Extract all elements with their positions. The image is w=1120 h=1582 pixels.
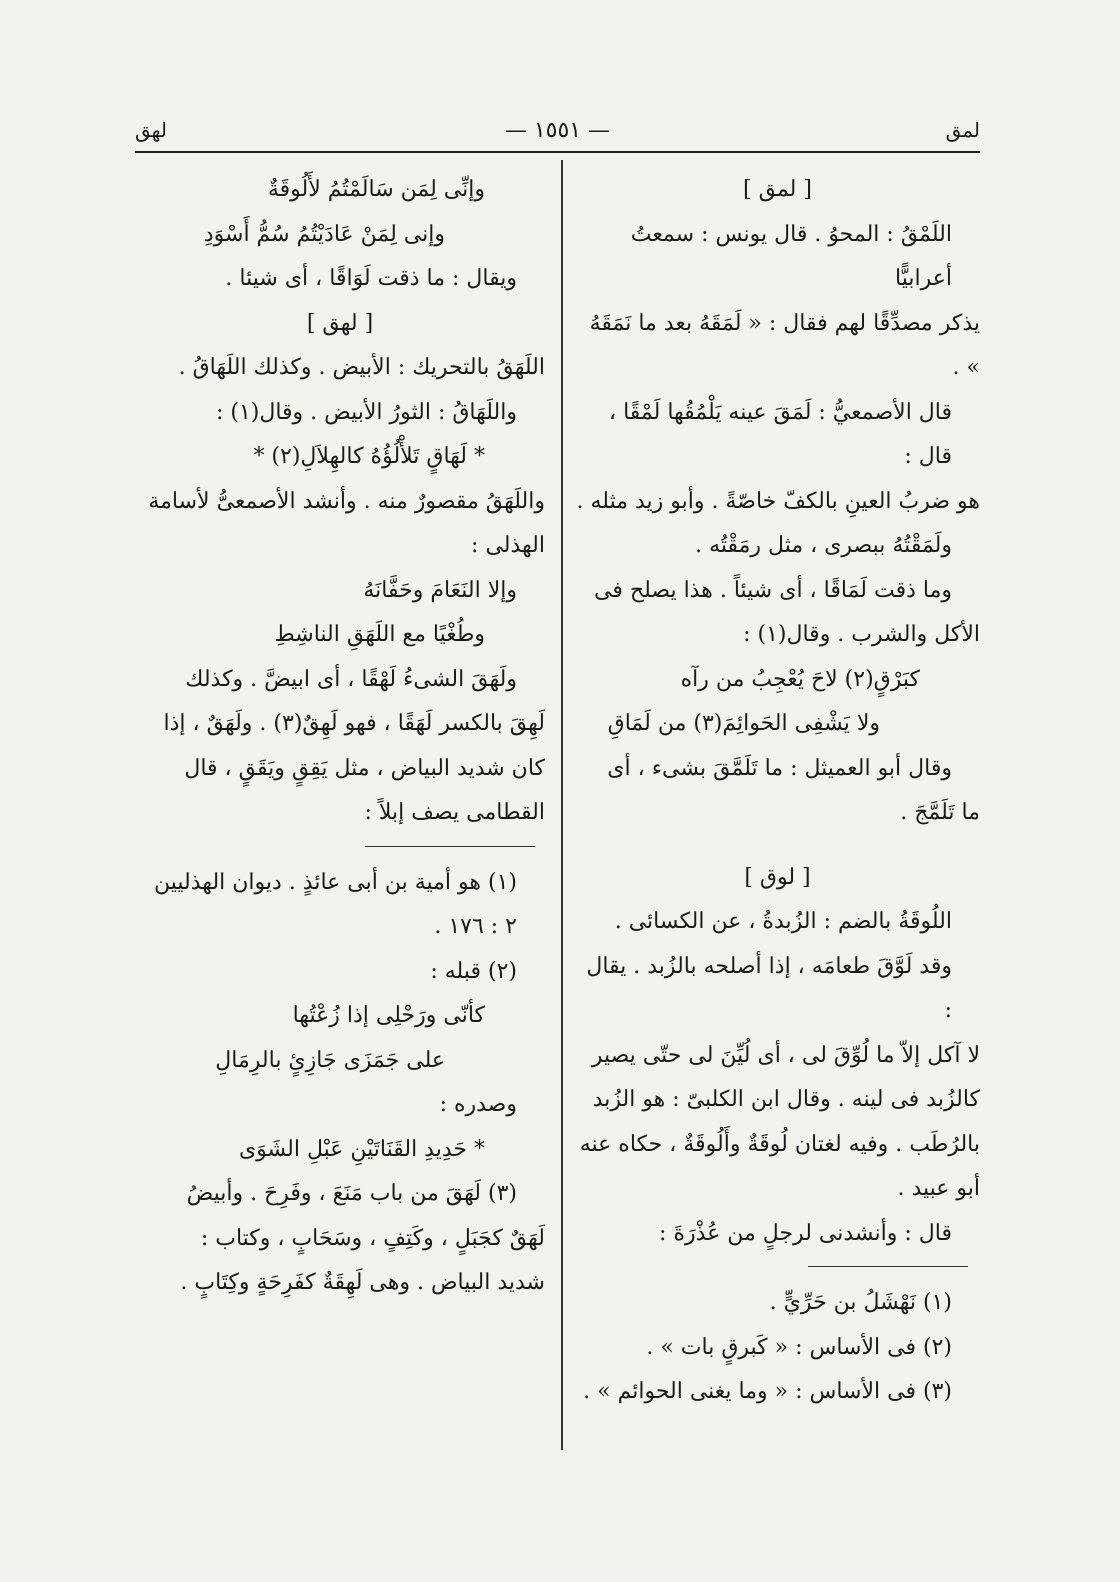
text-line: بالرُطَب . وفيه لغتان لُوقَةٌ وأَلُوقَةٌ ، حكاه عنه (579, 1131, 980, 1157)
spacer (575, 836, 980, 856)
text-line: ويقال : ما ذقت لَوَاقًا ، أى شيئا . (225, 266, 517, 291)
text-line: كان شديد البياض ، مثل يَقِقٍ ويَقَقٍ ، قال (184, 755, 545, 781)
text-line: ولَمَقْتُهُ ببصرى ، مثل رمَقْتُه . (695, 533, 952, 558)
footnote: (٣) لَهَقَ من باب مَنَعَ ، وفَرِحَ . وأبيضُ (186, 1181, 517, 1206)
footnote: وصدره : (439, 1092, 517, 1117)
text-line: الأكل والشرب . وقال(١) : (743, 622, 980, 647)
footnote-verse: * حَدِيدِ القَنَاتَيْنِ عَبْلِ الشَوَى (238, 1136, 485, 1162)
footnote: (٢) فى الأساس : « كَبرقٍ بات » . (646, 1334, 952, 1360)
page-number: — ١٥٥١ — (504, 118, 611, 143)
text-line: اللَهَقُ بالتحريك : الأبيض . وكذلك اللَهَاقُ . (178, 355, 545, 380)
footnote: (٢) قبله : (430, 958, 517, 984)
text-line: ما تَلَمَّجَ . (900, 800, 980, 825)
text-line: ولَهَقَ الشىءُ لَهْقًا ، أى ابيضَّ . وكذلك (185, 666, 517, 692)
verse-line: ولا يَشْفِى الحَوائِمَ(٣) من لَمَاقِ (607, 711, 880, 736)
header-entry-right: لمق (945, 118, 980, 142)
text-line: وقال أبو العميثل : ما تَلَمَّقَ بشىء ، أى (607, 755, 952, 781)
footnote-rule (808, 1266, 968, 1267)
footnote: شديد البياض . وهى لَهِقَةٌ كفَرِحَةٍ وكِتَابٍ . (180, 1270, 545, 1295)
text-line: اللَمْقُ : المحوُ . قال يونس : سمعتُ أعرابيًّا (630, 221, 952, 291)
footnote: (٣) فى الأساس : « وما يغنى الحوائم » . (583, 1379, 952, 1404)
entry-heading-lwq: [ لوق ] (744, 864, 811, 890)
footnote: ٢ : ١٧٦ . (434, 914, 517, 939)
footnote-verse: كأنّى ورَحْلِى إذا زُعْتُها (292, 1003, 485, 1028)
text-line: لا آكل إلاّ ما لُوِّقَ لى ، أى لُيِّنَ لى حتّى يصير (591, 1042, 980, 1068)
text-line: قال الأصمعيُّ : لَمَقَ عينه يَلْمُقُها لَمْقًا ، قال : (609, 399, 952, 469)
footnote: (١) هو أمية بن أبى عائذٍ . ديوان الهذليين (154, 869, 517, 895)
header-entry-left: لهق (135, 118, 167, 142)
footnote-rule (365, 846, 535, 847)
text-line: واللَهَاقُ : الثورُ الأبيض . وقال(١) : (215, 399, 517, 425)
column-divider (561, 160, 563, 1450)
footnote: (١) نَهْشَلُ بن حَرِّيٍّ . (769, 1290, 952, 1315)
left-column (135, 168, 545, 1306)
verse-line: وإلا النَعَامَ وحَفَّانَهُ (363, 577, 517, 603)
verse-line: وإنى لِمَنْ عَادَيْتُمُ سُمُّ أَسْوَدِ (203, 221, 445, 247)
text-line: كالزُبد فى لينه . وقال ابن الكلبىّ : هو الزُبد (592, 1087, 980, 1112)
text-line: القطامى يصف إبلاً : (364, 800, 545, 825)
entry-heading-lmq: [ لمق ] (743, 177, 812, 202)
text-line: لَهِقَ بالكسر لَهَقًا ، فهو لَهِقٌ(٣) . ولَهَقٌ ، إذا (163, 711, 545, 736)
text-line: قال : وأنشدنى لرجلٍ من عُذْرَةَ : (659, 1220, 952, 1246)
right-column (575, 168, 980, 1415)
verse-line: * لَهَاقٍ تَلأْلُؤُهُ كالهِلاَلِ(٢) * (253, 444, 485, 469)
header-rule (135, 151, 980, 153)
text-line: هو ضربُ العينِ بالكفّ خاصّةً . وأبو زيد مثله . (576, 488, 980, 514)
text-line: الهذلى : (471, 533, 545, 558)
text-line: أبو عبيد . (897, 1176, 980, 1201)
footnote: لَهَقٌ كجَبَلٍ ، وكَتِفٍ ، وسَحَابٍ ، وكتاب : (200, 1225, 545, 1251)
verse-line: وطُغْيًا مع اللَهَقِ الناشِطِ (274, 622, 485, 647)
footnote-verse: على جَمَزَى جَازِئٍ بالرِمَالِ (215, 1047, 445, 1073)
page-header (135, 118, 980, 152)
text-line: يذكر مصدِّقًا لهم فقال : « لَمَقَهُ بعد ما نَمَقَهُ » . (589, 310, 980, 380)
text-line: وما ذقت لَمَاقًا ، أى شيئاً . هذا يصلح فى (594, 577, 952, 603)
verse-line: وإنِّى لِمَن سَالَمْتُمُ لأَلُوقَةٌ (267, 177, 485, 202)
text-line: اللُوقَةُ بالضم : الزُبدةُ ، عن الكسائى . (614, 909, 952, 934)
verse-line: كبَرْقٍ(٢) لاحَ يُعْجِبُ من رآه (680, 666, 920, 692)
text-line: واللَهَقُ مقصورٌ منه . وأنشد الأصمعىُّ لأسامة (148, 488, 545, 514)
entry-heading-lhq: [ لهق ] (306, 310, 374, 336)
text-line: وقد لَوَّقَ طعامَه ، إذا أصلحه بالزُبد . يقال : (586, 953, 952, 1023)
